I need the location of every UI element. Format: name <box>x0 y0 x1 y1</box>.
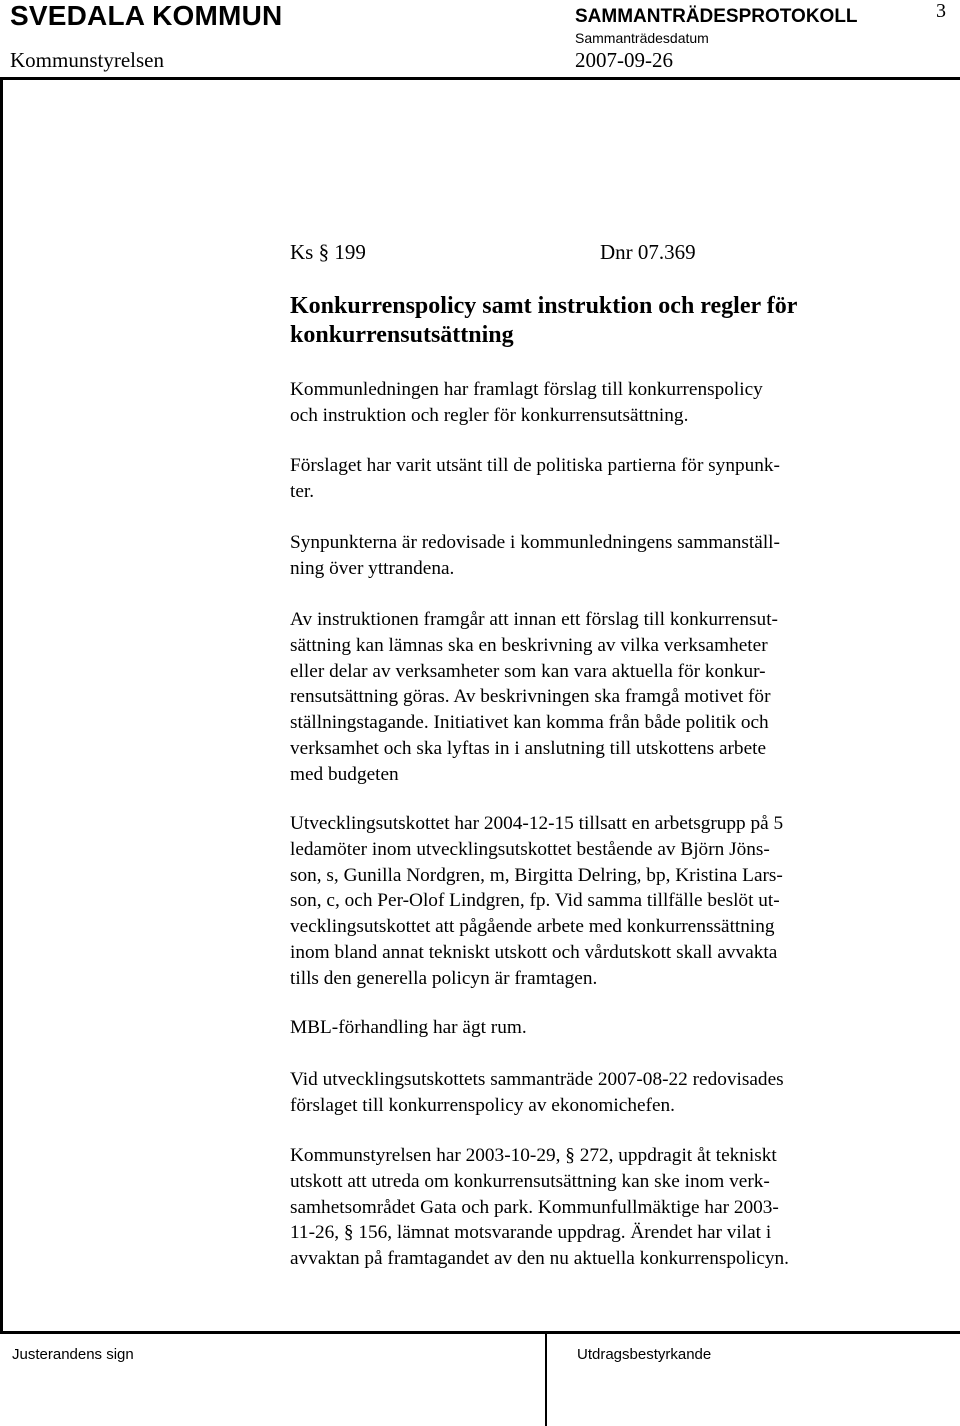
title-line: konkurrensutsättning <box>290 322 514 348</box>
text-line: samhetsområdet Gata och park. Kommunfullmäktige har 2003- <box>290 1196 779 1218</box>
paragraph-presentation <box>290 1067 784 1119</box>
paragraph-mbl <box>290 1015 527 1041</box>
text-line: ter. <box>290 480 315 502</box>
extract-certification-label: Utdragsbestyrkande <box>577 1346 712 1363</box>
text-line: vecklingsutskottet att pågående arbete med konkurrenssättning <box>290 916 775 938</box>
text-line: MBL-förhandling har ägt rum. <box>290 1017 527 1038</box>
text-line: Synpunkterna är redovisade i kommunledningens sammanställ- <box>290 532 780 553</box>
text-line: inom bland annat tekniskt utskott och vårdutskott skall avvakta <box>290 941 778 963</box>
text-line: son, s, Gunilla Nordgren, m, Birgitta Delring, bp, Kristina Lars- <box>290 864 783 886</box>
diary-number: Dnr 07.369 <box>600 240 696 264</box>
paragraph-assignment <box>290 1143 789 1272</box>
page-number: 3 <box>936 0 946 22</box>
paragraph-consultation <box>290 453 780 505</box>
meeting-date-value: 2007-09-26 <box>575 48 673 72</box>
text-line: ledamöter inom utvecklingsutskottet bestående av Björn Jöns- <box>290 838 770 860</box>
text-line: ställningstagande. Initiativet kan komma från både politik och <box>290 712 769 734</box>
text-line: Av instruktionen framgår att innan ett förslag till konkurrensut- <box>290 609 778 630</box>
title-line: Konkurrenspolicy samt instruktion och regler för <box>290 293 798 319</box>
text-line: sättning kan lämnas ska en beskrivning av vilka verksamheter <box>290 634 768 656</box>
committee-name: Kommunstyrelsen <box>10 48 164 72</box>
text-line: verksamhet och ska lyftas in i anslutning till utskottens arbete <box>290 737 767 759</box>
header-divider <box>0 77 960 80</box>
text-line: utskott att utreda om konkurrensutsättning kan ske inom verk- <box>290 1170 770 1192</box>
text-line: Förslaget har varit utsänt till de politiska partierna för synpunk- <box>290 455 780 476</box>
section-number: Ks § 199 <box>290 240 366 264</box>
organization-name: SVEDALA KOMMUN <box>10 0 283 31</box>
text-line: son, c, och Per-Olof Lindgren, fp. Vid samma tillfälle beslöt ut- <box>290 890 780 912</box>
text-line: Vid utvecklingsutskottets sammanträde 2007-08-22 redovisades <box>290 1069 784 1090</box>
paragraph-comments <box>290 530 780 582</box>
footer-column-divider <box>545 1331 547 1426</box>
text-line: avvaktan på framtagandet av den nu aktuella konkurrenspolicyn. <box>290 1248 789 1270</box>
text-line: och instruktion och regler för konkurrensutsättning. <box>290 404 689 426</box>
text-line: 11-26, § 156, lämnat motsvarande uppdrag. Ärendet har vilat i <box>290 1222 772 1244</box>
document-type: SAMMANTRÄDESPROTOKOLL <box>575 6 858 27</box>
paragraph-working-group <box>290 811 783 992</box>
text-line: eller delar av verksamheter som kan vara aktuella för konkur- <box>290 660 766 682</box>
adjuster-signature-label: Justerandens sign <box>12 1346 134 1363</box>
text-line: med budgeten <box>290 763 399 785</box>
paragraph-instruction <box>290 607 778 788</box>
text-line: Kommunledningen har framlagt förslag till konkurrenspolicy <box>290 379 763 400</box>
text-line: tills den generella policyn är framtagen. <box>290 967 598 989</box>
text-line: rensutsättning göras. Av beskrivningen ska framgå motivet för <box>290 686 771 708</box>
paragraph-proposal <box>290 377 763 429</box>
text-line: Utvecklingsutskottet har 2004-12-15 tillsatt en arbetsgrupp på 5 <box>290 813 784 834</box>
meeting-date-label: Sammanträdesdatum <box>575 30 709 46</box>
text-line: förslaget till konkurrenspolicy av ekonomichefen. <box>290 1094 675 1116</box>
footer-divider <box>0 1331 960 1334</box>
left-margin-line <box>0 77 3 1333</box>
text-line: ning över yttrandena. <box>290 557 455 579</box>
item-title <box>290 292 890 350</box>
text-line: Kommunstyrelsen har 2003-10-29, § 272, uppdragit åt tekniskt <box>290 1145 777 1166</box>
